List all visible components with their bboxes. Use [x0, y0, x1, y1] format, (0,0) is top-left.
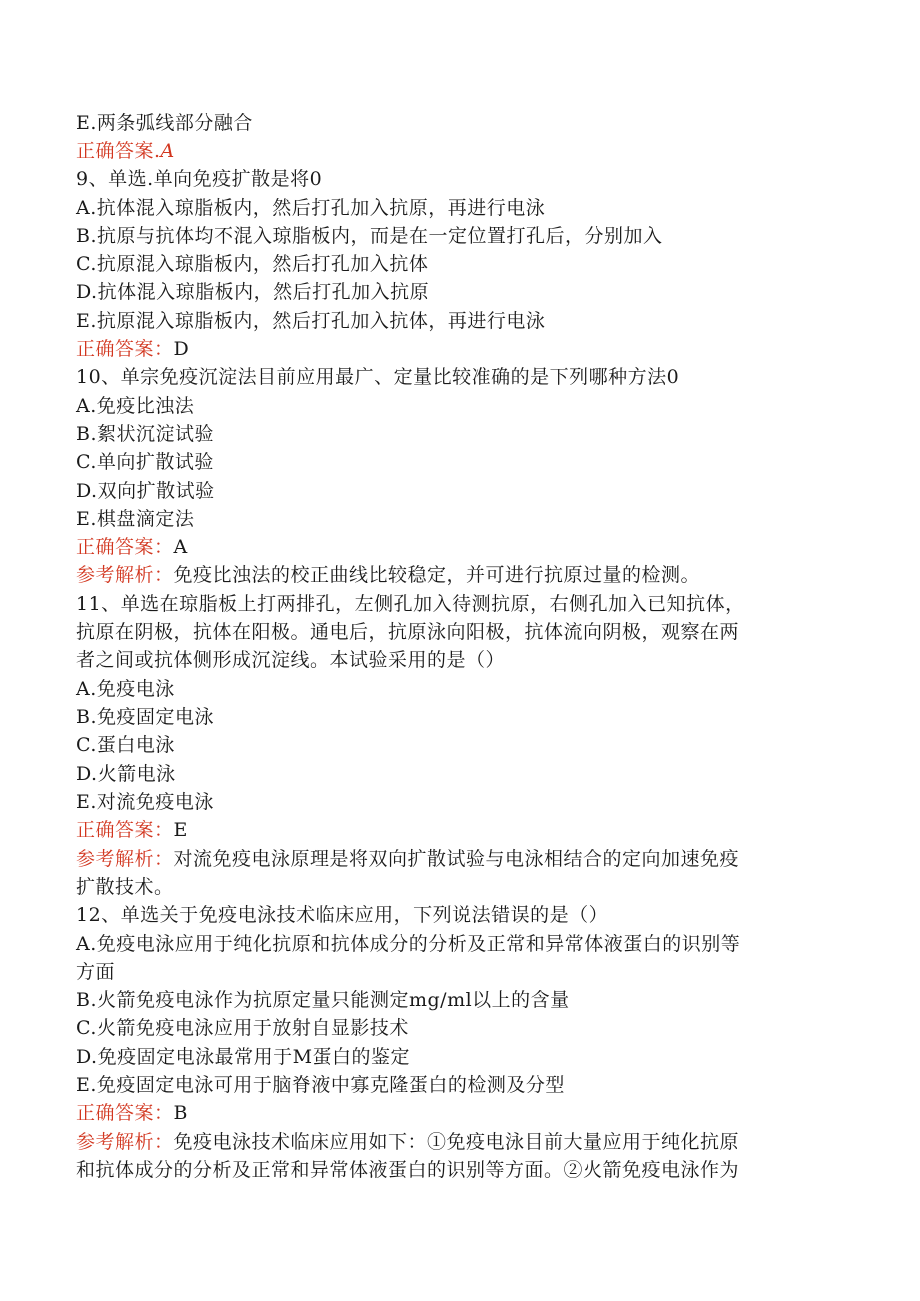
q12-option-c: C.火箭免疫电泳应用于放射自显影技术	[76, 1017, 409, 1039]
q10-option-d: D.双向扩散试验	[76, 480, 215, 502]
q12-option-d: D.免疫固定电泳最常用于M蛋白的鉴定	[76, 1046, 411, 1068]
q10-question: 10、单宗免疫沉淀法目前应用最广、定量比较准确的是下列哪种方法0	[76, 366, 680, 388]
q11-option-a: A.免疫电泳	[76, 678, 175, 700]
q11-option-e: E.对流免疫电泳	[76, 791, 214, 813]
q8-answer	[76, 137, 175, 165]
q12-option-b: B.火箭免疫电泳作为抗原定量只能测定mg/ml以上的含量	[76, 989, 570, 1011]
answer-label: 正确答案：	[76, 536, 174, 558]
q11-option-b: B.免疫固定电泳	[76, 706, 215, 728]
q8-option-e: E.两条弧线部分融合	[76, 112, 253, 134]
q9-option-c: C.抗原混入琼脂板内，然后打孔加入抗体	[76, 253, 429, 275]
q9-option-a: A.抗体混入琼脂板内，然后打孔加入抗原，再进行电泳	[76, 197, 546, 219]
answer-value: A	[160, 140, 175, 162]
q12-answer	[76, 1099, 188, 1127]
q11-option-d: D.火箭电泳	[76, 763, 176, 785]
q12-question: 12、单选关于免疫电泳技术临床应用，下列说法错误的是（）	[76, 904, 609, 926]
answer-value: E	[173, 819, 188, 841]
q10-option-b: B.絮状沉淀试验	[76, 423, 215, 445]
explanation-label: 参考解析：	[76, 564, 174, 586]
q10-explanation	[76, 561, 700, 589]
answer-label: 正确答案：	[76, 338, 174, 360]
q12-option-a: A.免疫电泳应用于纯化抗原和抗体成分的分析及正常和异常体液蛋白的识别等	[76, 933, 741, 955]
q9-option-e: E.抗原混入琼脂板内，然后打孔加入抗体，再进行电泳	[76, 310, 546, 332]
q12-explanation	[76, 1128, 739, 1156]
explanation-label: 参考解析：	[76, 1131, 174, 1153]
q11-question-line-2: 抗原在阴极，抗体在阳极。通电后，抗原泳向阳极，抗体流向阴极，观察在两	[76, 621, 740, 643]
answer-label: 正确答案：	[76, 819, 174, 841]
q11-question-line-3: 者之间或抗体侧形成沉淀线。本试验采用的是（）	[76, 649, 506, 671]
explanation-text: 免疫比浊法的校正曲线比较稳定，并可进行抗原过量的检测。	[173, 564, 701, 586]
q9-option-d: D.抗体混入琼脂板内，然后打孔加入抗原	[76, 281, 430, 303]
q11-answer	[76, 816, 188, 844]
answer-value: D	[173, 338, 190, 360]
answer-label: 正确答案：	[76, 1102, 174, 1124]
q10-answer	[76, 533, 188, 561]
q10-option-c: C.单向扩散试验	[76, 451, 214, 473]
q12-option-a-cont: 方面	[76, 961, 116, 983]
explanation-label: 参考解析：	[76, 848, 174, 870]
q12-option-e: E.免疫固定电泳可用于脑脊液中寡克隆蛋白的检测及分型	[76, 1074, 565, 1096]
answer-value: A	[173, 536, 188, 558]
q11-explanation-cont: 扩散技术。	[76, 876, 174, 898]
q10-option-e: E.棋盘滴定法	[76, 508, 195, 530]
q9-option-b: B.抗原与抗体均不混入琼脂板内，而是在一定位置打孔后，分别加入	[76, 225, 663, 247]
q11-option-c: C.蛋白电泳	[76, 734, 175, 756]
q9-answer	[76, 335, 189, 363]
answer-label: 正确答案.	[76, 140, 161, 162]
answer-value: B	[173, 1102, 188, 1124]
q9-question: 9、单选.单向免疫扩散是将0	[76, 168, 323, 190]
q11-question-line-1: 11、单选在琼脂板上打两排孔，左侧孔加入待测抗原，右侧孔加入已知抗体，	[76, 593, 745, 615]
q12-explanation-cont: 和抗体成分的分析及正常和异常体液蛋白的识别等方面。②火箭免疫电泳作为	[76, 1159, 740, 1181]
q10-option-a: A.免疫比浊法	[76, 395, 195, 417]
explanation-text: 对流免疫电泳原理是将双向扩散试验与电泳相结合的定向加速免疫	[173, 848, 740, 870]
q11-explanation	[76, 845, 739, 873]
explanation-text: 免疫电泳技术临床应用如下：①免疫电泳目前大量应用于纯化抗原	[173, 1131, 740, 1153]
